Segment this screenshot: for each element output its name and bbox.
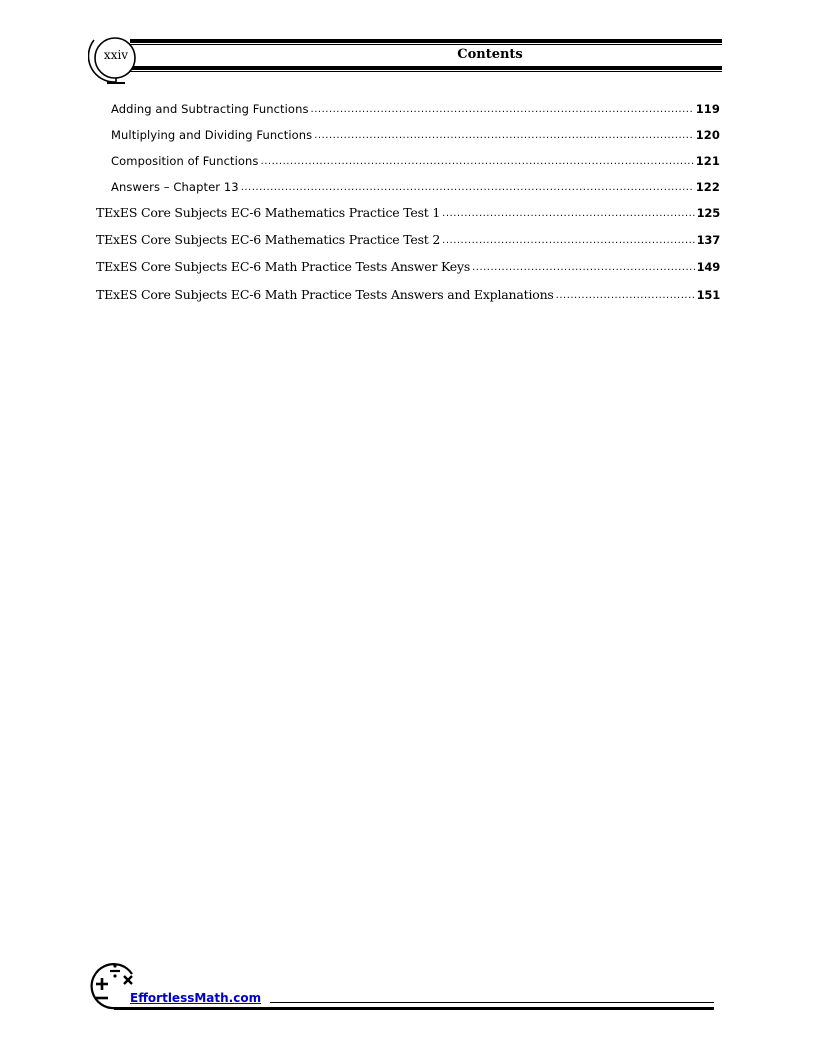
toc-entry-label: Multiplying and Dividing Functions	[111, 128, 313, 142]
page-footer	[88, 960, 720, 1016]
dot-leader	[311, 101, 694, 115]
footer-rule-thin	[270, 1002, 714, 1003]
toc-entry-page: 119	[695, 102, 720, 116]
header-rule-bottom	[130, 66, 722, 70]
toc-entry-page: 125	[696, 206, 720, 220]
header-rule-bottom-thin	[130, 71, 722, 72]
toc-entry-label: TExES Core Subjects EC-6 Math Practice Tests Answers and Explanations	[96, 287, 554, 302]
dot-leader	[472, 258, 695, 273]
toc-entry-label: TExES Core Subjects EC-6 Math Practice Tests Answer Keys	[96, 259, 471, 274]
toc-entry-page: 137	[696, 233, 720, 247]
toc-entry-page: 149	[696, 260, 720, 274]
toc-entry[interactable]	[96, 205, 720, 220]
toc-entry-page: 122	[695, 180, 720, 194]
dot-leader	[241, 179, 694, 193]
dot-leader	[442, 204, 694, 219]
header-rule-top-thin	[130, 44, 722, 45]
toc-entry-label: Composition of Functions	[111, 154, 259, 168]
dot-leader	[556, 286, 695, 301]
toc-entry-page: 120	[695, 128, 720, 142]
dot-leader	[261, 153, 694, 167]
toc-entry[interactable]	[111, 102, 720, 116]
toc-entry-label: TExES Core Subjects EC-6 Mathematics Practice Test 1	[96, 205, 441, 220]
page-header	[88, 34, 722, 84]
toc-entry[interactable]	[96, 287, 720, 302]
page-number: xxiv	[103, 48, 129, 62]
page-title: Contents	[457, 47, 523, 62]
toc-entry[interactable]	[111, 154, 720, 168]
toc-entry-page: 151	[696, 288, 720, 302]
toc-entry-label: Adding and Subtracting Functions	[111, 102, 309, 116]
toc-entry-label: Answers – Chapter 13	[111, 180, 239, 194]
toc-entry[interactable]	[111, 128, 720, 142]
toc-entry[interactable]	[111, 180, 720, 194]
toc-entry[interactable]	[96, 259, 720, 274]
footer-site-link[interactable]: EffortlessMath.com	[130, 991, 262, 1005]
toc-entry[interactable]	[96, 232, 720, 247]
dot-leader	[314, 127, 693, 141]
header-rule-top	[130, 39, 722, 43]
footer-rule-thick	[114, 1007, 714, 1010]
toc-entry-page: 121	[695, 154, 720, 168]
toc-entry-label: TExES Core Subjects EC-6 Mathematics Practice Test 2	[96, 232, 441, 247]
dot-leader	[442, 231, 694, 246]
